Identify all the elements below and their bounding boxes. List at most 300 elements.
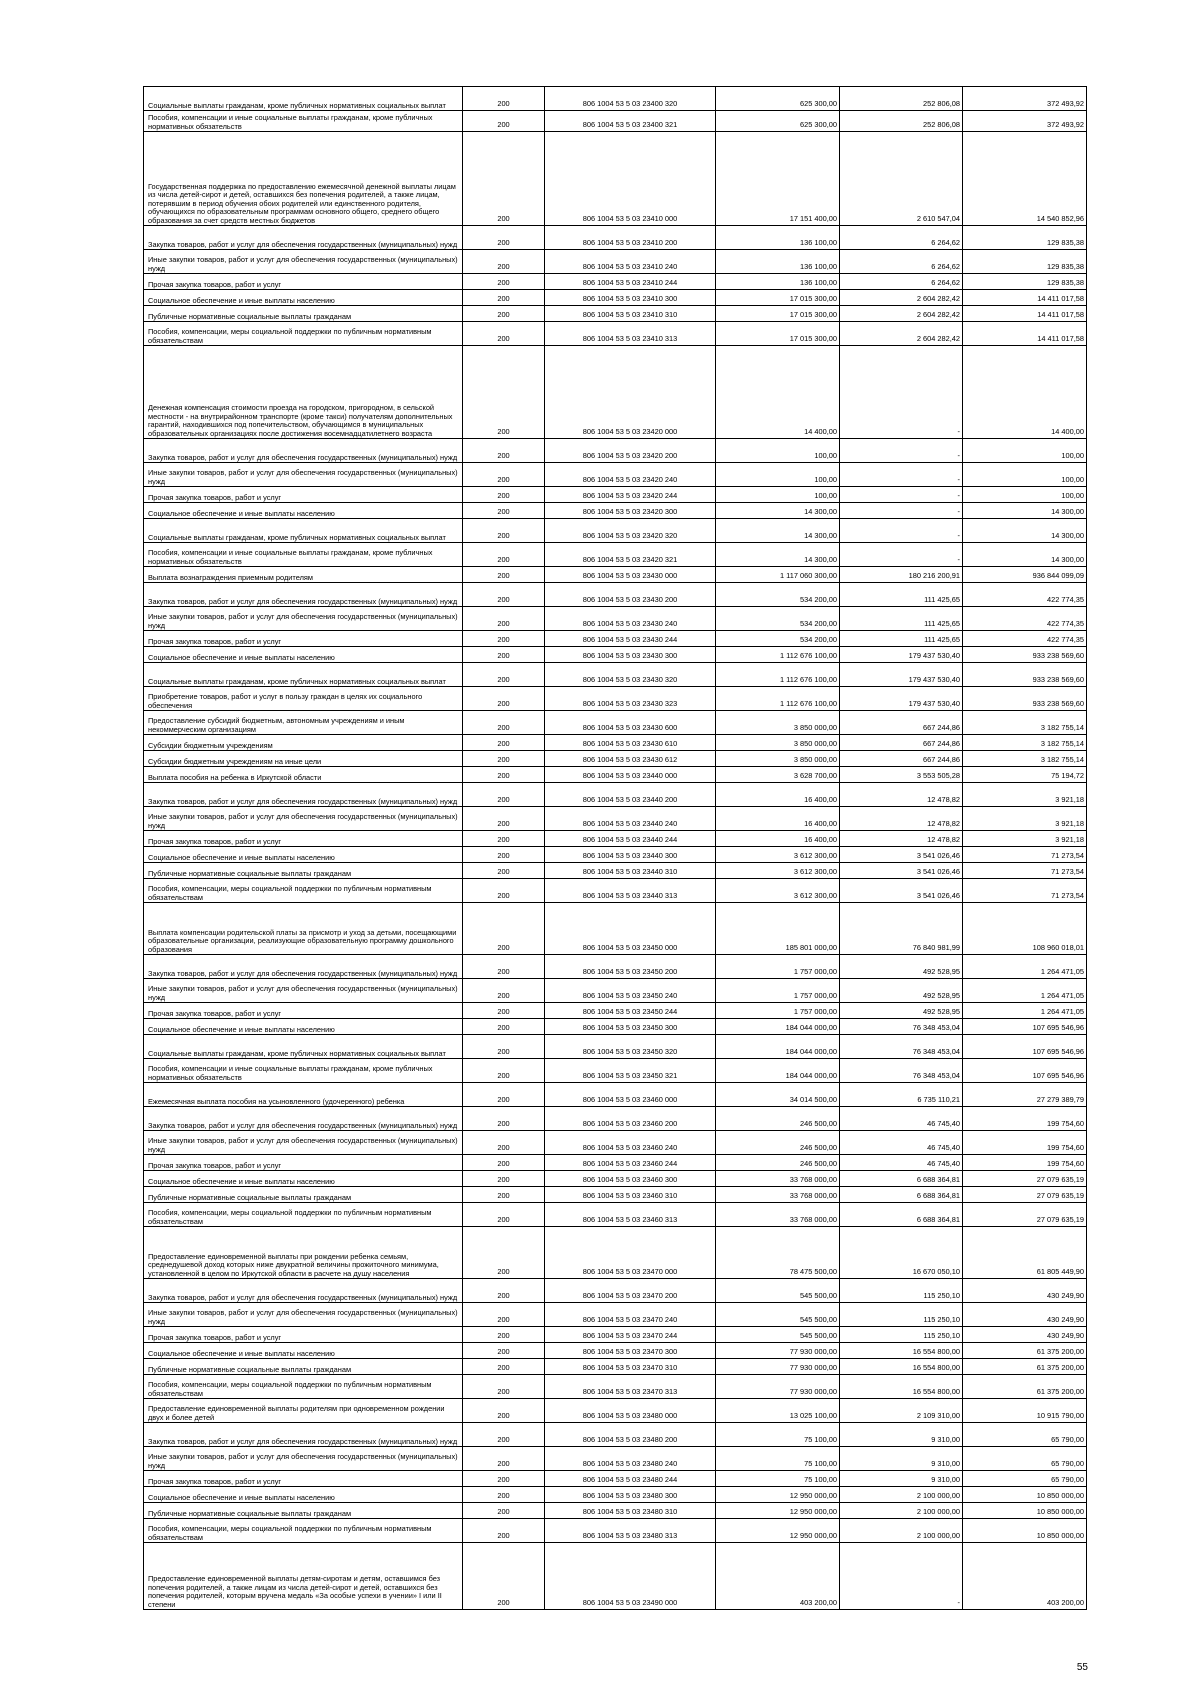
line-code: 200 [463, 1279, 545, 1303]
executed-amount: 179 437 530,40 [840, 687, 963, 711]
unexecuted-amount: 1 264 471,05 [963, 979, 1087, 1003]
approved-amount: 184 044 000,00 [716, 1059, 840, 1083]
executed-amount: 6 264,62 [840, 226, 963, 250]
budget-class-code: 806 1004 53 5 03 23430 244 [545, 631, 716, 647]
line-code: 200 [463, 807, 545, 831]
approved-amount: 3 612 300,00 [716, 847, 840, 863]
unexecuted-amount: 199 754,60 [963, 1107, 1087, 1131]
unexecuted-amount: 422 774,35 [963, 607, 1087, 631]
item-name: Пособия, компенсации, меры социальной поддержки по публичным нормативным обязательствам [144, 1519, 463, 1543]
budget-class-code: 806 1004 53 5 03 23480 313 [545, 1519, 716, 1543]
line-code: 200 [463, 1187, 545, 1203]
executed-amount: 667 244,86 [840, 735, 963, 751]
line-code: 200 [463, 567, 545, 583]
item-name: Закупка товаров, работ и услуг для обеспечения государственных (муниципальных) нужд [144, 1107, 463, 1131]
unexecuted-amount: 100,00 [963, 463, 1087, 487]
executed-amount: 3 553 505,28 [840, 767, 963, 783]
table-row [144, 132, 1087, 226]
unexecuted-amount: 71 273,54 [963, 847, 1087, 863]
executed-amount: 12 478,82 [840, 831, 963, 847]
budget-class-code: 806 1004 53 5 03 23460 310 [545, 1187, 716, 1203]
table-row [144, 1303, 1087, 1327]
approved-amount: 545 500,00 [716, 1279, 840, 1303]
unexecuted-amount: 14 411 017,58 [963, 322, 1087, 346]
table-row [144, 1203, 1087, 1227]
item-name: Предоставление субсидий бюджетным, автономным учреждениям и иным некоммерческим организациям [144, 711, 463, 735]
approved-amount: 246 500,00 [716, 1155, 840, 1171]
approved-amount: 34 014 500,00 [716, 1083, 840, 1107]
budget-class-code: 806 1004 53 5 03 23470 000 [545, 1227, 716, 1279]
unexecuted-amount: 10 850 000,00 [963, 1487, 1087, 1503]
budget-class-code: 806 1004 53 5 03 23460 313 [545, 1203, 716, 1227]
unexecuted-amount: 403 200,00 [963, 1543, 1087, 1610]
line-code: 200 [463, 1359, 545, 1375]
item-name: Прочая закупка товаров, работ и услуг [144, 1155, 463, 1171]
line-code: 200 [463, 735, 545, 751]
executed-amount: 3 541 026,46 [840, 863, 963, 879]
approved-amount: 3 612 300,00 [716, 879, 840, 903]
approved-amount: 185 801 000,00 [716, 903, 840, 955]
table-row [144, 322, 1087, 346]
item-name: Предоставление единовременной выплаты родителям при одновременном рождении двух и более детей [144, 1399, 463, 1423]
table-row [144, 1059, 1087, 1083]
unexecuted-amount: 14 300,00 [963, 519, 1087, 543]
executed-amount: 3 541 026,46 [840, 879, 963, 903]
item-name: Иные закупки товаров, работ и услуг для обеспечения государственных (муниципальных) нужд [144, 463, 463, 487]
line-code: 200 [463, 711, 545, 735]
item-name: Иные закупки товаров, работ и услуг для обеспечения государственных (муниципальных) нужд [144, 1303, 463, 1327]
approved-amount: 14 300,00 [716, 543, 840, 567]
unexecuted-amount: 100,00 [963, 487, 1087, 503]
budget-class-code: 806 1004 53 5 03 23440 310 [545, 863, 716, 879]
unexecuted-amount: 1 264 471,05 [963, 955, 1087, 979]
line-code: 200 [463, 1327, 545, 1343]
table-row [144, 306, 1087, 322]
budget-class-code: 806 1004 53 5 03 23430 300 [545, 647, 716, 663]
budget-class-code: 806 1004 53 5 03 23480 240 [545, 1447, 716, 1471]
table-row [144, 346, 1087, 439]
table-row [144, 1131, 1087, 1155]
line-code: 200 [463, 1083, 545, 1107]
unexecuted-amount: 430 249,90 [963, 1279, 1087, 1303]
executed-amount: 111 425,65 [840, 607, 963, 631]
executed-amount: 76 840 981,99 [840, 903, 963, 955]
line-code: 200 [463, 1343, 545, 1359]
approved-amount: 17 015 300,00 [716, 322, 840, 346]
approved-amount: 12 950 000,00 [716, 1503, 840, 1519]
unexecuted-amount: 430 249,90 [963, 1327, 1087, 1343]
item-name: Пособия, компенсации и иные социальные выплаты гражданам, кроме публичных нормативных обязательств [144, 1059, 463, 1083]
item-name: Закупка товаров, работ и услуг для обеспечения государственных (муниципальных) нужд [144, 583, 463, 607]
unexecuted-amount: 1 264 471,05 [963, 1003, 1087, 1019]
approved-amount: 16 400,00 [716, 783, 840, 807]
item-name: Прочая закупка товаров, работ и услуг [144, 631, 463, 647]
unexecuted-amount: 372 493,92 [963, 87, 1087, 111]
item-name: Иные закупки товаров, работ и услуг для обеспечения государственных (муниципальных) нужд [144, 979, 463, 1003]
budget-class-code: 806 1004 53 5 03 23430 610 [545, 735, 716, 751]
item-name: Пособия, компенсации, меры социальной поддержки по публичным нормативным обязательствам [144, 1375, 463, 1399]
executed-amount: 6 264,62 [840, 274, 963, 290]
approved-amount: 100,00 [716, 439, 840, 463]
executed-amount: 115 250,10 [840, 1279, 963, 1303]
table-row [144, 1227, 1087, 1279]
item-name: Пособия, компенсации, меры социальной поддержки по публичным нормативным обязательствам [144, 879, 463, 903]
executed-amount: 9 310,00 [840, 1423, 963, 1447]
budget-class-code: 806 1004 53 5 03 23470 313 [545, 1375, 716, 1399]
executed-amount: 2 100 000,00 [840, 1487, 963, 1503]
table-row [144, 1083, 1087, 1107]
line-code: 200 [463, 132, 545, 226]
line-code: 200 [463, 1487, 545, 1503]
table-body [144, 87, 1087, 1610]
budget-class-code: 806 1004 53 5 03 23450 320 [545, 1035, 716, 1059]
table-row [144, 687, 1087, 711]
item-name: Пособия, компенсации и иные социальные выплаты гражданам, кроме публичных нормативных обязательств [144, 543, 463, 567]
unexecuted-amount: 430 249,90 [963, 1303, 1087, 1327]
table-row [144, 1107, 1087, 1131]
item-name: Закупка товаров, работ и услуг для обеспечения государственных (муниципальных) нужд [144, 226, 463, 250]
line-code: 200 [463, 1131, 545, 1155]
executed-amount: 12 478,82 [840, 783, 963, 807]
item-name: Социальные выплаты гражданам, кроме публичных нормативных социальных выплат [144, 519, 463, 543]
budget-class-code: 806 1004 53 5 03 23420 200 [545, 439, 716, 463]
approved-amount: 136 100,00 [716, 226, 840, 250]
executed-amount: 6 735 110,21 [840, 1083, 963, 1107]
item-name: Публичные нормативные социальные выплаты гражданам [144, 1503, 463, 1519]
table-row [144, 879, 1087, 903]
approved-amount: 78 475 500,00 [716, 1227, 840, 1279]
line-code: 200 [463, 1543, 545, 1610]
line-code: 200 [463, 1519, 545, 1543]
budget-class-code: 806 1004 53 5 03 23450 321 [545, 1059, 716, 1083]
table-row [144, 607, 1087, 631]
line-code: 200 [463, 543, 545, 567]
executed-amount: 252 806,08 [840, 111, 963, 132]
executed-amount: 492 528,95 [840, 955, 963, 979]
item-name: Социальное обеспечение и иные выплаты населению [144, 1487, 463, 1503]
item-name: Закупка товаров, работ и услуг для обеспечения государственных (муниципальных) нужд [144, 1279, 463, 1303]
executed-amount: 12 478,82 [840, 807, 963, 831]
item-name: Социальное обеспечение и иные выплаты населению [144, 1171, 463, 1187]
budget-class-code: 806 1004 53 5 03 23420 000 [545, 346, 716, 439]
executed-amount: 179 437 530,40 [840, 647, 963, 663]
executed-amount: 6 688 364,81 [840, 1203, 963, 1227]
line-code: 200 [463, 346, 545, 439]
line-code: 200 [463, 250, 545, 274]
item-name: Социальное обеспечение и иные выплаты населению [144, 1343, 463, 1359]
unexecuted-amount: 422 774,35 [963, 631, 1087, 647]
approved-amount: 17 151 400,00 [716, 132, 840, 226]
table-row [144, 487, 1087, 503]
approved-amount: 3 628 700,00 [716, 767, 840, 783]
item-name: Публичные нормативные социальные выплаты гражданам [144, 306, 463, 322]
executed-amount: - [840, 503, 963, 519]
table-row [144, 1187, 1087, 1203]
unexecuted-amount: 3 182 755,14 [963, 735, 1087, 751]
approved-amount: 77 930 000,00 [716, 1343, 840, 1359]
item-name: Прочая закупка товаров, работ и услуг [144, 274, 463, 290]
unexecuted-amount: 129 835,38 [963, 250, 1087, 274]
approved-amount: 3 850 000,00 [716, 751, 840, 767]
budget-class-code: 806 1004 53 5 03 23460 300 [545, 1171, 716, 1187]
executed-amount: 76 348 453,04 [840, 1035, 963, 1059]
unexecuted-amount: 10 915 790,00 [963, 1399, 1087, 1423]
budget-class-code: 806 1004 53 5 03 23410 244 [545, 274, 716, 290]
executed-amount: 111 425,65 [840, 631, 963, 647]
executed-amount: 6 264,62 [840, 250, 963, 274]
approved-amount: 1 117 060 300,00 [716, 567, 840, 583]
executed-amount: 3 541 026,46 [840, 847, 963, 863]
table-row [144, 583, 1087, 607]
executed-amount: - [840, 487, 963, 503]
unexecuted-amount: 107 695 546,96 [963, 1059, 1087, 1083]
approved-amount: 100,00 [716, 487, 840, 503]
unexecuted-amount: 933 238 569,60 [963, 687, 1087, 711]
item-name: Закупка товаров, работ и услуг для обеспечения государственных (муниципальных) нужд [144, 783, 463, 807]
approved-amount: 403 200,00 [716, 1543, 840, 1610]
budget-class-code: 806 1004 53 5 03 23480 300 [545, 1487, 716, 1503]
line-code: 200 [463, 631, 545, 647]
budget-class-code: 806 1004 53 5 03 23420 321 [545, 543, 716, 567]
approved-amount: 3 612 300,00 [716, 863, 840, 879]
item-name: Субсидии бюджетным учреждениям на иные цели [144, 751, 463, 767]
approved-amount: 13 025 100,00 [716, 1399, 840, 1423]
budget-class-code: 806 1004 53 5 03 23430 600 [545, 711, 716, 735]
item-name: Пособия, компенсации и иные социальные выплаты гражданам, кроме публичных нормативных обязательств [144, 111, 463, 132]
approved-amount: 77 930 000,00 [716, 1375, 840, 1399]
line-code: 200 [463, 979, 545, 1003]
item-name: Приобретение товаров, работ и услуг в пользу граждан в целях их социального обеспечения [144, 687, 463, 711]
unexecuted-amount: 61 375 200,00 [963, 1359, 1087, 1375]
line-code: 200 [463, 503, 545, 519]
approved-amount: 1 112 676 100,00 [716, 647, 840, 663]
unexecuted-amount: 107 695 546,96 [963, 1019, 1087, 1035]
budget-class-code: 806 1004 53 5 03 23460 000 [545, 1083, 716, 1107]
line-code: 200 [463, 1059, 545, 1083]
budget-execution-table [143, 86, 1087, 1610]
line-code: 200 [463, 831, 545, 847]
item-name: Иные закупки товаров, работ и услуг для обеспечения государственных (муниципальных) нужд [144, 807, 463, 831]
executed-amount: 2 100 000,00 [840, 1503, 963, 1519]
line-code: 200 [463, 519, 545, 543]
line-code: 200 [463, 306, 545, 322]
table-row [144, 1375, 1087, 1399]
item-name: Публичные нормативные социальные выплаты гражданам [144, 1359, 463, 1375]
approved-amount: 625 300,00 [716, 111, 840, 132]
item-name: Закупка товаров, работ и услуг для обеспечения государственных (муниципальных) нужд [144, 439, 463, 463]
executed-amount: 492 528,95 [840, 979, 963, 1003]
unexecuted-amount: 14 411 017,58 [963, 290, 1087, 306]
budget-class-code: 806 1004 53 5 03 23450 200 [545, 955, 716, 979]
unexecuted-amount: 14 300,00 [963, 503, 1087, 519]
table-row [144, 439, 1087, 463]
approved-amount: 545 500,00 [716, 1327, 840, 1343]
page-number: 55 [1076, 1662, 1088, 1673]
unexecuted-amount: 3 182 755,14 [963, 751, 1087, 767]
item-name: Социальное обеспечение и иные выплаты населению [144, 647, 463, 663]
line-code: 200 [463, 767, 545, 783]
approved-amount: 625 300,00 [716, 87, 840, 111]
unexecuted-amount: 71 273,54 [963, 863, 1087, 879]
line-code: 200 [463, 487, 545, 503]
unexecuted-amount: 933 238 569,60 [963, 647, 1087, 663]
unexecuted-amount: 61 375 200,00 [963, 1343, 1087, 1359]
item-name: Социальное обеспечение и иные выплаты населению [144, 847, 463, 863]
executed-amount: 2 610 547,04 [840, 132, 963, 226]
approved-amount: 100,00 [716, 463, 840, 487]
line-code: 200 [463, 274, 545, 290]
approved-amount: 1 112 676 100,00 [716, 663, 840, 687]
table-row [144, 274, 1087, 290]
approved-amount: 17 015 300,00 [716, 290, 840, 306]
table-row [144, 463, 1087, 487]
line-code: 200 [463, 955, 545, 979]
unexecuted-amount: 61 805 449,90 [963, 1227, 1087, 1279]
executed-amount: 16 554 800,00 [840, 1343, 963, 1359]
item-name: Иные закупки товаров, работ и услуг для обеспечения государственных (муниципальных) нужд [144, 607, 463, 631]
budget-class-code: 806 1004 53 5 03 23470 244 [545, 1327, 716, 1343]
budget-class-code: 806 1004 53 5 03 23410 000 [545, 132, 716, 226]
item-name: Социальные выплаты гражданам, кроме публичных нормативных социальных выплат [144, 1035, 463, 1059]
approved-amount: 17 015 300,00 [716, 306, 840, 322]
budget-class-code: 806 1004 53 5 03 23410 240 [545, 250, 716, 274]
item-name: Иные закупки товаров, работ и услуг для обеспечения государственных (муниципальных) нужд [144, 1131, 463, 1155]
line-code: 200 [463, 1423, 545, 1447]
table-row [144, 1279, 1087, 1303]
budget-class-code: 806 1004 53 5 03 23480 200 [545, 1423, 716, 1447]
table-row [144, 1327, 1087, 1343]
table-row [144, 111, 1087, 132]
line-code: 200 [463, 463, 545, 487]
executed-amount: 6 688 364,81 [840, 1187, 963, 1203]
approved-amount: 545 500,00 [716, 1303, 840, 1327]
table-row [144, 290, 1087, 306]
table-row [144, 735, 1087, 751]
approved-amount: 75 100,00 [716, 1471, 840, 1487]
budget-class-code: 806 1004 53 5 03 23430 612 [545, 751, 716, 767]
approved-amount: 14 300,00 [716, 519, 840, 543]
unexecuted-amount: 14 411 017,58 [963, 306, 1087, 322]
unexecuted-amount: 372 493,92 [963, 111, 1087, 132]
table-row [144, 1543, 1087, 1610]
budget-class-code: 806 1004 53 5 03 23420 320 [545, 519, 716, 543]
executed-amount: 16 554 800,00 [840, 1359, 963, 1375]
executed-amount: 46 745,40 [840, 1131, 963, 1155]
line-code: 200 [463, 1171, 545, 1187]
executed-amount: 16 554 800,00 [840, 1375, 963, 1399]
budget-class-code: 806 1004 53 5 03 23440 200 [545, 783, 716, 807]
budget-class-code: 806 1004 53 5 03 23440 244 [545, 831, 716, 847]
executed-amount: 2 604 282,42 [840, 322, 963, 346]
line-code: 200 [463, 1227, 545, 1279]
line-code: 200 [463, 663, 545, 687]
item-name: Предоставление единовременной выплаты при рождении ребенка семьям, среднедушевой доход которых ниже двукратной величины прожиточного минимума, установленной в целом по Иркутской области в расчете на душу населения [144, 1227, 463, 1279]
executed-amount: 46 745,40 [840, 1155, 963, 1171]
line-code: 200 [463, 1303, 545, 1327]
budget-class-code: 806 1004 53 5 03 23480 000 [545, 1399, 716, 1423]
line-code: 200 [463, 1035, 545, 1059]
item-name: Выплата компенсации родительской платы за присмотр и уход за детьми, посещающими образовательные организации, реализующие образовательную программу дошкольного образования [144, 903, 463, 955]
approved-amount: 1 757 000,00 [716, 1003, 840, 1019]
table-row [144, 847, 1087, 863]
budget-class-code: 806 1004 53 5 03 23480 244 [545, 1471, 716, 1487]
budget-class-code: 806 1004 53 5 03 23470 300 [545, 1343, 716, 1359]
line-code: 200 [463, 647, 545, 663]
budget-class-code: 806 1004 53 5 03 23470 310 [545, 1359, 716, 1375]
budget-class-code: 806 1004 53 5 03 23410 310 [545, 306, 716, 322]
unexecuted-amount: 129 835,38 [963, 274, 1087, 290]
unexecuted-amount: 129 835,38 [963, 226, 1087, 250]
budget-class-code: 806 1004 53 5 03 23470 240 [545, 1303, 716, 1327]
line-code: 200 [463, 1375, 545, 1399]
unexecuted-amount: 65 790,00 [963, 1447, 1087, 1471]
executed-amount: 2 604 282,42 [840, 290, 963, 306]
executed-amount: 180 216 200,91 [840, 567, 963, 583]
line-code: 200 [463, 1447, 545, 1471]
item-name: Социальные выплаты гражданам, кроме публичных нормативных социальных выплат [144, 663, 463, 687]
executed-amount: 667 244,86 [840, 711, 963, 735]
budget-class-code: 806 1004 53 5 03 23420 240 [545, 463, 716, 487]
line-code: 200 [463, 1107, 545, 1131]
budget-class-code: 806 1004 53 5 03 23440 000 [545, 767, 716, 783]
executed-amount: 252 806,08 [840, 87, 963, 111]
item-name: Выплата вознаграждения приемным родителям [144, 567, 463, 583]
line-code: 200 [463, 1019, 545, 1035]
executed-amount: - [840, 439, 963, 463]
budget-class-code: 806 1004 53 5 03 23410 200 [545, 226, 716, 250]
budget-class-code: 806 1004 53 5 03 23430 320 [545, 663, 716, 687]
executed-amount: 76 348 453,04 [840, 1059, 963, 1083]
table-row [144, 767, 1087, 783]
line-code: 200 [463, 226, 545, 250]
unexecuted-amount: 3 921,18 [963, 783, 1087, 807]
unexecuted-amount: 199 754,60 [963, 1155, 1087, 1171]
table-row [144, 807, 1087, 831]
approved-amount: 16 400,00 [716, 831, 840, 847]
table-row [144, 1503, 1087, 1519]
executed-amount: 46 745,40 [840, 1107, 963, 1131]
unexecuted-amount: 108 960 018,01 [963, 903, 1087, 955]
item-name: Государственная поддержка по предоставлению ежемесячной денежной выплаты лицам из числа детей-сирот и детей, оставшихся без попечения родителей, а также лицам, потерявшим в период обучения обоих родителей или единственного родителя, обучающихся по образовательным программам основного общего, среднего общего образования за счет средств местных бюджетов [144, 132, 463, 226]
line-code: 200 [463, 847, 545, 863]
table-row [144, 751, 1087, 767]
table-row [144, 1035, 1087, 1059]
budget-class-code: 806 1004 53 5 03 23410 300 [545, 290, 716, 306]
approved-amount: 14 400,00 [716, 346, 840, 439]
unexecuted-amount: 27 079 635,19 [963, 1187, 1087, 1203]
approved-amount: 33 768 000,00 [716, 1171, 840, 1187]
approved-amount: 1 757 000,00 [716, 955, 840, 979]
item-name: Прочая закупка товаров, работ и услуг [144, 1003, 463, 1019]
table-row [144, 1171, 1087, 1187]
approved-amount: 534 200,00 [716, 631, 840, 647]
table-row [144, 1359, 1087, 1375]
budget-class-code: 806 1004 53 5 03 23450 244 [545, 1003, 716, 1019]
line-code: 200 [463, 903, 545, 955]
approved-amount: 246 500,00 [716, 1107, 840, 1131]
approved-amount: 184 044 000,00 [716, 1035, 840, 1059]
line-code: 200 [463, 439, 545, 463]
item-name: Социальное обеспечение и иные выплаты населению [144, 290, 463, 306]
item-name: Прочая закупка товаров, работ и услуг [144, 1327, 463, 1343]
approved-amount: 33 768 000,00 [716, 1187, 840, 1203]
line-code: 200 [463, 1399, 545, 1423]
table-row [144, 647, 1087, 663]
table-row [144, 1423, 1087, 1447]
unexecuted-amount: 10 850 000,00 [963, 1503, 1087, 1519]
item-name: Выплата пособия на ребенка в Иркутской области [144, 767, 463, 783]
unexecuted-amount: 107 695 546,96 [963, 1035, 1087, 1059]
